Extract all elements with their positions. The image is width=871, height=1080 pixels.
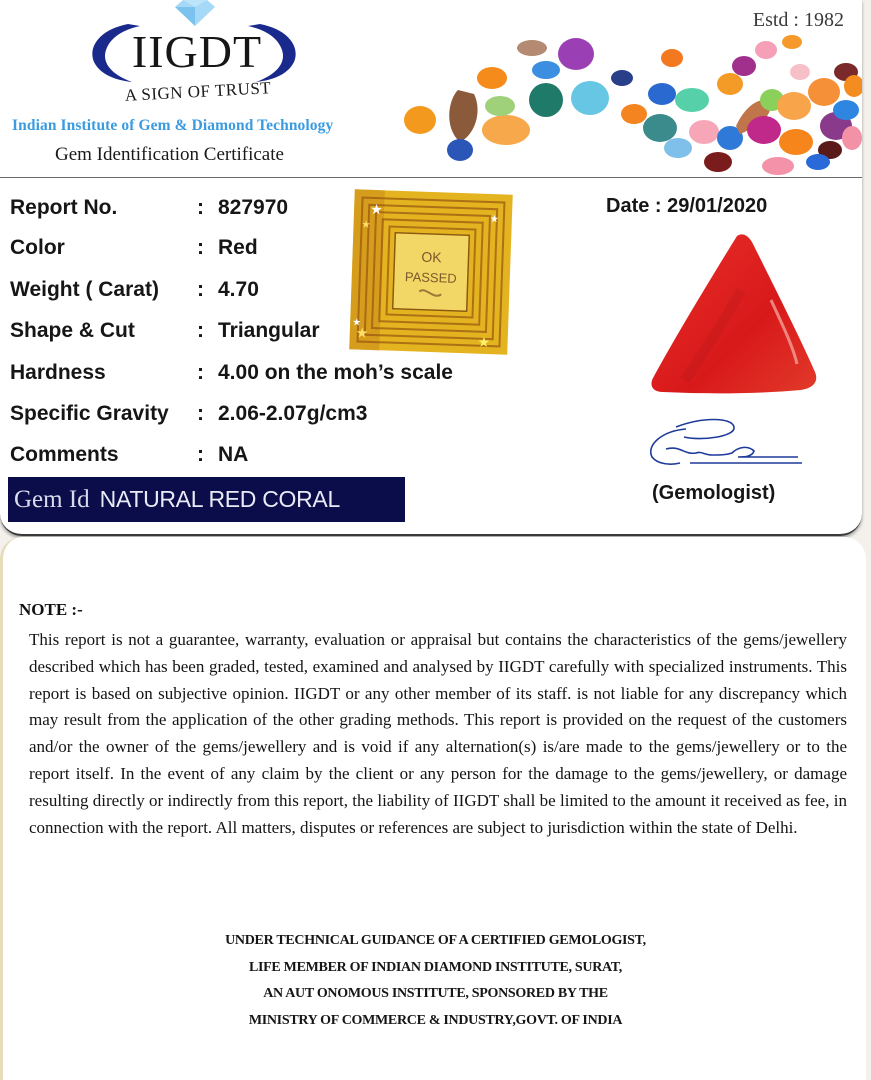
- field-value: 4.00 on the moh’s scale: [218, 361, 453, 384]
- svg-text:★: ★: [361, 219, 371, 231]
- field-label: Comments: [10, 443, 119, 466]
- field-label: Specific Gravity: [10, 402, 169, 425]
- guidance-statement: [0, 928, 871, 1034]
- svg-text:★: ★: [489, 214, 500, 226]
- field-label: Report No.: [10, 196, 118, 219]
- field-colon: :: [197, 236, 204, 259]
- field-value: 2.06-2.07g/cm3: [218, 402, 368, 425]
- gem-id-bar: [8, 477, 405, 522]
- institute-name: Indian Institute of Gem & Diamond Technology: [12, 117, 334, 134]
- field-value: Triangular: [218, 319, 320, 342]
- gem-id-value: NATURAL RED CORAL: [99, 486, 340, 512]
- tagline: A SIGN OF TRUST: [124, 78, 272, 105]
- field-value: 4.70: [218, 278, 259, 301]
- field-colon: :: [197, 196, 204, 219]
- certificate-title: Gem Identification Certificate: [55, 144, 284, 165]
- certificate-card: [0, 0, 862, 536]
- svg-text:★: ★: [351, 317, 362, 329]
- field-label: Shape & Cut: [10, 319, 135, 342]
- hologram-passed-text: PASSED: [404, 269, 457, 286]
- note-title: NOTE :-: [19, 600, 83, 619]
- guidance-line: AN AUT ONOMOUS INSTITUTE, SPONSORED BY THE: [263, 986, 608, 1001]
- svg-text:★: ★: [355, 324, 369, 341]
- gemologist-signature: [640, 415, 810, 475]
- field-colon: :: [197, 443, 204, 466]
- field-label: Weight ( Carat): [10, 278, 159, 301]
- established-year: Estd : 1982: [752, 9, 844, 31]
- certificate-header: [0, 0, 862, 178]
- guidance-line: MINISTRY OF COMMERCE & INDUSTRY,GOVT. OF INDIA: [248, 1012, 623, 1028]
- gem-id-label: Gem Id: [14, 485, 90, 513]
- iigdt-logo: [0, 0, 400, 178]
- field-colon: :: [197, 402, 204, 425]
- field-colon: :: [197, 278, 204, 301]
- svg-text:★: ★: [369, 200, 384, 218]
- hologram-ok-text: OK: [421, 248, 442, 266]
- field-value: NA: [218, 443, 249, 466]
- field-label: Color: [10, 236, 65, 259]
- coral-gem-image: [645, 230, 821, 400]
- field-colon: :: [197, 361, 204, 384]
- field-label: Hardness: [10, 361, 106, 384]
- logo-text: IIGDT: [131, 26, 263, 77]
- field-colon: :: [197, 319, 204, 342]
- guidance-line: UNDER TECHNICAL GUIDANCE OF A CERTIFIED GEMOLOGIST,: [225, 933, 646, 948]
- svg-text:★: ★: [477, 333, 491, 351]
- guidance-line: LIFE MEMBER OF INDIAN DIAMOND INSTITUTE, SURAT,: [248, 959, 622, 975]
- hologram-seal-icon: [347, 187, 515, 357]
- note-body: This report is not a guarantee, warranty, evaluation or appraisal but contains the characteristics of the gems/jewellery described which has been graded, tested, examined and analysed by IIGDT carefully with specialized instruments. This report is based on subjective opinion. IIGDT or any other member of its staff. is not liable for any discrepancy which may result from the application of the other grading methods. This report is provided on the request of the customers and/or the owner of the gems/jewellery and is void if any alternation(s) is/are made to the gems/jewellery or to the report itself. In the event of any claim by the client or any person for the damage to the gems/jewellery, or damage resulting directly or indirectly from this report, the liability of IIGDT shall be limited to the amount it received as fee, in connection with the report. All matters, disputes or references are subject to jurisdiction within the state of Delhi.: [29, 630, 847, 837]
- field-value: Red: [218, 236, 258, 259]
- report-date: Date : 29/01/2020: [606, 195, 768, 217]
- gemologist-label: (Gemologist): [652, 482, 776, 504]
- gems-collage-image: [400, 30, 862, 178]
- field-value: 827970: [218, 196, 289, 219]
